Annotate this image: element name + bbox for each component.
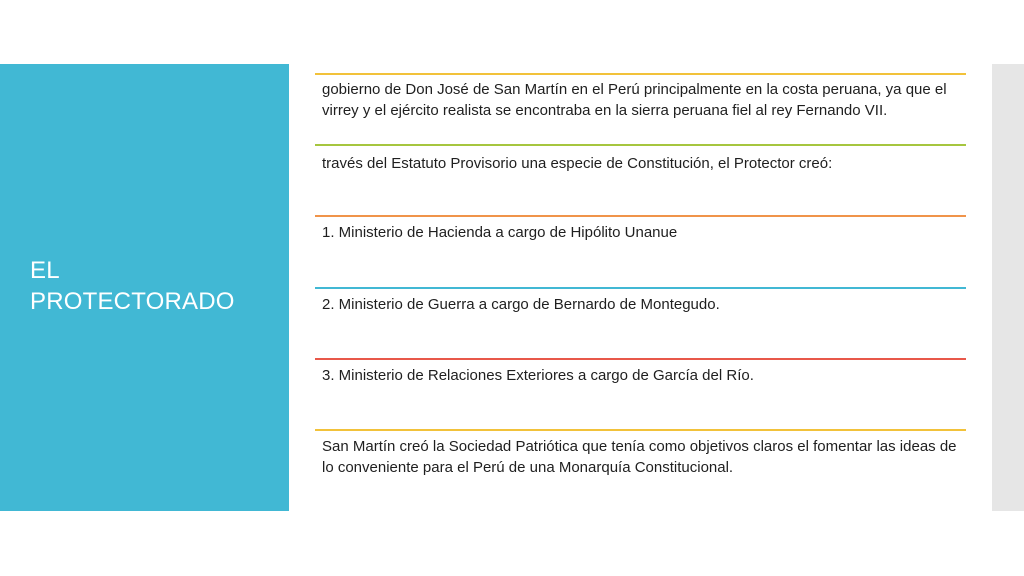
list-item: gobierno de Don José de San Martín en el Perú principalmente en la costa peruana, ya que el virrey y el ejército realista se encontraba en la sierra peruana fiel al rey Fernando VII.: [322, 81, 947, 119]
list-item: 2. Ministerio de Guerra a cargo de Bernardo de Montegudo.: [322, 296, 720, 313]
item-divider: [315, 287, 966, 289]
list-item: 3. Ministerio de Relaciones Exteriores a cargo de García del Río.: [322, 367, 754, 384]
item-divider: [315, 215, 966, 217]
list-item: través del Estatuto Provisorio una especie de Constitución, el Protector creó:: [322, 155, 833, 172]
item-divider: [315, 358, 966, 360]
list-item: San Martín creó la Sociedad Patriótica que tenía como objetivos claros el fomentar las ideas de lo conveniente para el Perú de una Monarquía Constitucional.: [322, 438, 957, 476]
content-list: [315, 0, 966, 576]
item-divider: [315, 429, 966, 431]
list-item: 1. Ministerio de Hacienda a cargo de Hipólito Unanue: [322, 224, 678, 241]
item-divider: [315, 144, 966, 146]
item-divider: [315, 73, 966, 75]
slide-title: EL PROTECTORADO: [30, 257, 235, 315]
right-side-bar: [992, 64, 1024, 511]
